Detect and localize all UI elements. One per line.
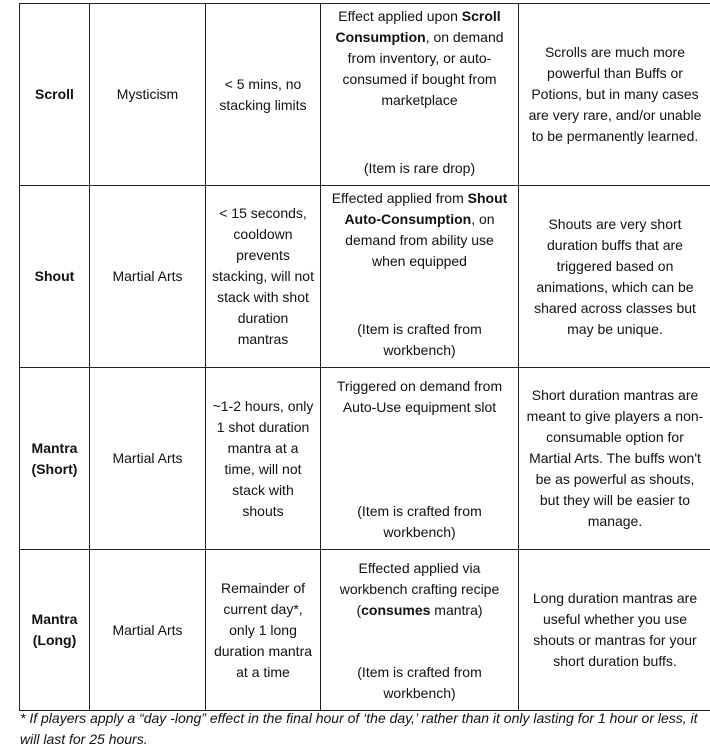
effect-source: (Item is crafted from workbench) — [327, 501, 512, 543]
table-row — [20, 550, 710, 711]
notes-cell: Long duration mantras are useful whether you use shouts or mantras for your short duration buffs. — [519, 550, 710, 711]
skill-cell: Martial Arts — [90, 186, 206, 368]
footnote: * If players apply a “day -long” effect in the final hour of ‘the day,’ rather than it only lasting for 1 hour or less, it will last for 25 hours. — [20, 708, 710, 750]
effect-source: (Item is rare drop) — [327, 158, 512, 179]
skill-cell: Martial Arts — [90, 550, 206, 711]
effect-text: Triggered on demand from Auto-Use equipment slot — [337, 378, 502, 415]
table-row — [20, 186, 710, 368]
effect-description — [327, 6, 512, 111]
notes-cell: Shouts are very short duration buffs that are triggered based on animations, which can be shared across classes but may be unique. — [519, 186, 710, 368]
duration-cell: < 5 mins, no stacking limits — [206, 4, 321, 186]
effect-bold-text: Shout Auto-Consumption — [344, 190, 507, 227]
effect-text: Effected applied via workbench crafting recipe ( — [340, 560, 500, 618]
effect-bold-text: consumes — [361, 602, 430, 618]
buff-types-table — [19, 3, 710, 711]
effect-description — [327, 376, 512, 418]
effect-description — [327, 188, 512, 272]
duration-cell: ~1-2 hours, only 1 shot duration mantra at a time, will not stack with shouts — [206, 368, 321, 550]
effect-cell — [321, 550, 519, 711]
effect-description — [327, 558, 512, 621]
effect-text: , on demand from inventory, or auto-consumed if bought from marketplace — [342, 29, 503, 108]
effect-source: (Item is crafted from workbench) — [327, 662, 512, 704]
type-cell: Scroll — [20, 4, 90, 186]
effect-text: Effect applied upon — [338, 8, 462, 24]
effect-text: Effected applied from — [332, 190, 468, 206]
effect-bold-text: Scroll Consumption — [335, 8, 500, 45]
notes-cell: Scrolls are much more powerful than Buffs or Potions, but in many cases are very rare, and/or unable to be permanently learned. — [519, 4, 710, 186]
type-cell: Mantra (Long) — [20, 550, 90, 711]
table-row — [20, 368, 710, 550]
effect-text: mantra) — [430, 602, 482, 618]
skill-cell: Mysticism — [90, 4, 206, 186]
effect-cell — [321, 4, 519, 186]
effect-cell — [321, 186, 519, 368]
effect-source: (Item is crafted from workbench) — [327, 319, 512, 361]
type-cell: Shout — [20, 186, 90, 368]
type-cell: Mantra (Short) — [20, 368, 90, 550]
effect-cell — [321, 368, 519, 550]
effect-text: , on demand from ability use when equipped — [345, 211, 494, 269]
skill-cell: Martial Arts — [90, 368, 206, 550]
duration-cell: Remainder of current day*, only 1 long duration mantra at a time — [206, 550, 321, 711]
duration-cell: < 15 seconds, cooldown prevents stacking, will not stack with shot duration mantras — [206, 186, 321, 368]
table-row — [20, 4, 710, 186]
notes-cell: Short duration mantras are meant to give players a non-consumable option for Martial Arts. The buffs won't be as powerful as shouts, but they will be easier to manage. — [519, 368, 710, 550]
